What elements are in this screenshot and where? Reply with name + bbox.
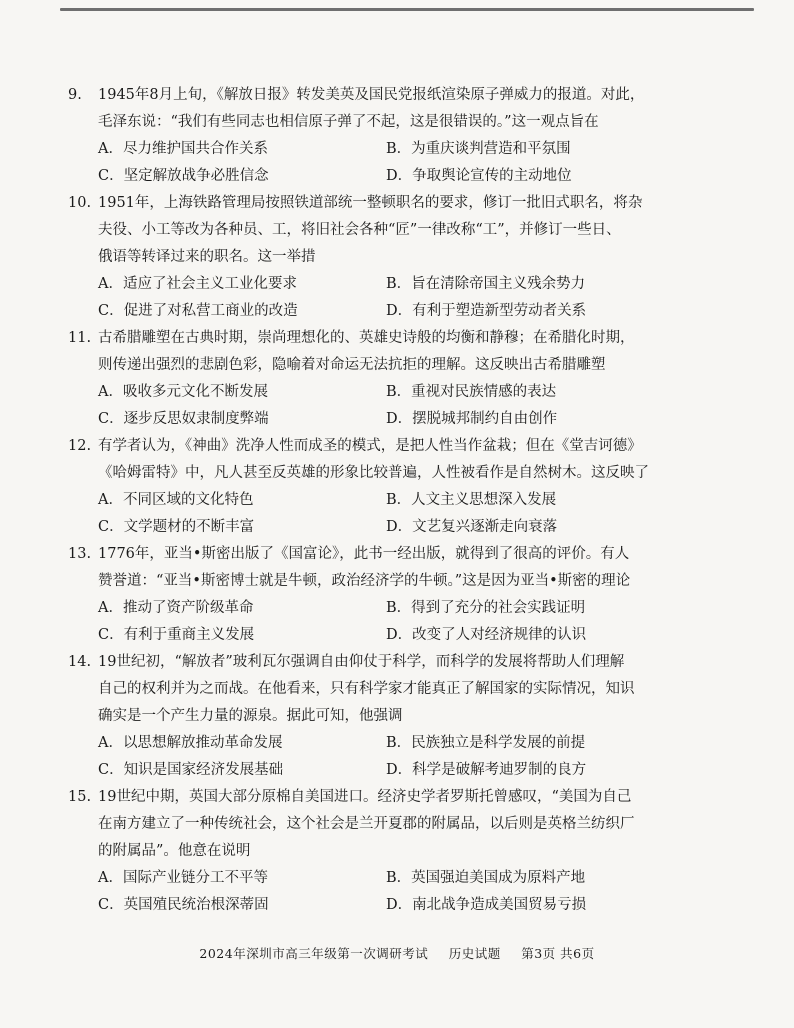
question-stem-line: 自己的权利并为之而战。在他看来，只有科学家才能真正了解国家的实际情况，知识 bbox=[98, 681, 635, 697]
option-a[interactable]: A．适应了社会主义工业化要求 bbox=[98, 276, 297, 292]
options-row bbox=[68, 514, 742, 541]
option-b[interactable]: B．人文主义思想深入发展 bbox=[386, 492, 557, 508]
question-number: 13. bbox=[68, 546, 92, 562]
question-number: 11. bbox=[68, 330, 92, 346]
options-row bbox=[68, 298, 742, 325]
question-stem-line: 15. 19世纪中期，英国大部分原棉自美国进口。经济史学者罗斯托曾感叹，“美国为自己 bbox=[68, 784, 742, 811]
options-row bbox=[68, 271, 742, 298]
options-row bbox=[68, 757, 742, 784]
option-a[interactable]: A．尽力维护国共合作关系 bbox=[98, 141, 268, 157]
question-stem-line: 14. 19世纪初，“解放者”玻利瓦尔强调自由仰仗于科学，而科学的发展将帮助人们理解 bbox=[68, 649, 742, 676]
option-b[interactable]: B．旨在清除帝国主义残余势力 bbox=[386, 276, 586, 292]
option-b[interactable]: B．英国强迫美国成为原料产地 bbox=[386, 870, 586, 886]
question-number: 10. bbox=[68, 195, 92, 211]
page-footer bbox=[0, 944, 794, 962]
question-stem-line: 确实是一个产生力量的源泉。据此可知，他强调 bbox=[98, 708, 403, 724]
question-number: 15. bbox=[68, 789, 92, 805]
option-d[interactable]: D．改变了人对经济规律的认识 bbox=[386, 627, 587, 643]
question-stem-line: 毛泽东说：“我们有些同志也相信原子弹了不起，这是很错误的。”这一观点旨在 bbox=[98, 114, 599, 130]
question-12 bbox=[68, 433, 742, 541]
option-b[interactable]: B．得到了充分的社会实践证明 bbox=[386, 600, 586, 616]
option-a[interactable]: A．吸收多元文化不断发展 bbox=[98, 384, 268, 400]
option-b[interactable]: B．为重庆谈判营造和平氛围 bbox=[386, 141, 571, 157]
option-a[interactable]: A．国际产业链分工不平等 bbox=[98, 870, 268, 886]
question-stem-line: 10. 1951年，上海铁路管理局按照铁道部统一整顿职名的要求，修订一批旧式职名，将杂 bbox=[68, 190, 742, 217]
option-d[interactable]: D．文艺复兴逐渐走向衰落 bbox=[386, 519, 558, 535]
question-stem-line: 12. 有学者认为，《神曲》洗净人性而成圣的模式，是把人性当作盆栽；但在《堂吉诃德》 bbox=[68, 433, 742, 460]
question-14 bbox=[68, 649, 742, 784]
option-c[interactable]: C．促进了对私营工商业的改造 bbox=[98, 303, 298, 319]
option-c[interactable]: C．文学题材的不断丰富 bbox=[98, 519, 255, 535]
question-9 bbox=[68, 82, 742, 190]
options-row bbox=[68, 406, 742, 433]
option-b[interactable]: B．民族独立是科学发展的前提 bbox=[386, 735, 586, 751]
question-15 bbox=[68, 784, 742, 919]
option-d[interactable]: D．南北战争造成美国贸易亏损 bbox=[386, 897, 587, 913]
page-number: 第3页 共6页 bbox=[521, 946, 595, 961]
question-stem-line: 在南方建立了一种传统社会，这个社会是兰开夏郡的附属品，以后则是英格兰纺织厂 bbox=[98, 816, 635, 832]
option-a[interactable]: A．推动了资产阶级革命 bbox=[98, 600, 254, 616]
options-row bbox=[68, 163, 742, 190]
question-stem-line: 11. 古希腊雕塑在古典时期，崇尚理想化的、英雄史诗般的均衡和静穆；在希腊化时期， bbox=[68, 325, 742, 352]
question-stem-line: 俄语等转译过来的职名。这一举措 bbox=[98, 249, 316, 265]
question-stem-line: 夫役、小工等改为各种员、工，将旧社会各种“匠”一律改称“工”，并修订一些日、 bbox=[98, 222, 621, 238]
options-row bbox=[68, 379, 742, 406]
option-c[interactable]: C．坚定解放战争必胜信念 bbox=[98, 168, 269, 184]
options-row bbox=[68, 487, 742, 514]
option-c[interactable]: C．逐步反思奴隶制度弊端 bbox=[98, 411, 269, 427]
options-row bbox=[68, 595, 742, 622]
question-stem-line: 则传递出强烈的悲剧色彩，隐喻着对命运无法抗拒的理解。这反映出古希腊雕塑 bbox=[98, 357, 606, 373]
question-stem-line: 9. 1945年8月上旬，《解放日报》转发美英及国民党报纸渲染原子弹威力的报道。对此， bbox=[68, 82, 742, 109]
question-stem-line: 赞誉道：“亚当•斯密博士就是牛顿，政治经济学的牛顿。”这是因为亚当•斯密的理论 bbox=[98, 573, 631, 589]
exam-title: 2024年深圳市高三年级第一次调研考试 bbox=[199, 946, 429, 961]
options-row bbox=[68, 136, 742, 163]
option-d[interactable]: D．科学是破解考迪罗制的良方 bbox=[386, 762, 587, 778]
option-c[interactable]: C．有利于重商主义发展 bbox=[98, 627, 255, 643]
options-row bbox=[68, 622, 742, 649]
question-stem-line: 《哈姆雷特》中，凡人甚至反英雄的形象比较普遍，人性被看作是自然树木。这反映了 bbox=[98, 465, 649, 481]
options-row bbox=[68, 892, 742, 919]
question-number: 9. bbox=[68, 87, 82, 103]
question-stem-line: 的附属品”。他意在说明 bbox=[98, 843, 251, 859]
option-c[interactable]: C．知识是国家经济发展基础 bbox=[98, 762, 284, 778]
option-d[interactable]: D．有利于塑造新型劳动者关系 bbox=[386, 303, 587, 319]
question-number: 14. bbox=[68, 654, 92, 670]
question-stem-line: 13. 1776年，亚当•斯密出版了《国富论》，此书一经出版，就得到了很高的评价。有人 bbox=[68, 541, 742, 568]
subject-label: 历史试题 bbox=[448, 946, 501, 961]
option-c[interactable]: C．英国殖民统治根深蒂固 bbox=[98, 897, 269, 913]
option-b[interactable]: B．重视对民族情感的表达 bbox=[386, 384, 557, 400]
option-a[interactable]: A．以思想解放推动革命发展 bbox=[98, 735, 283, 751]
option-a[interactable]: A．不同区域的文化特色 bbox=[98, 492, 254, 508]
question-number: 12. bbox=[68, 438, 92, 454]
option-d[interactable]: D．争取舆论宣传的主动地位 bbox=[386, 168, 572, 184]
option-d[interactable]: D．摆脱城邦制约自由创作 bbox=[386, 411, 558, 427]
options-row bbox=[68, 865, 742, 892]
question-10 bbox=[68, 190, 742, 325]
options-row bbox=[68, 730, 742, 757]
question-11 bbox=[68, 325, 742, 433]
question-13 bbox=[68, 541, 742, 649]
